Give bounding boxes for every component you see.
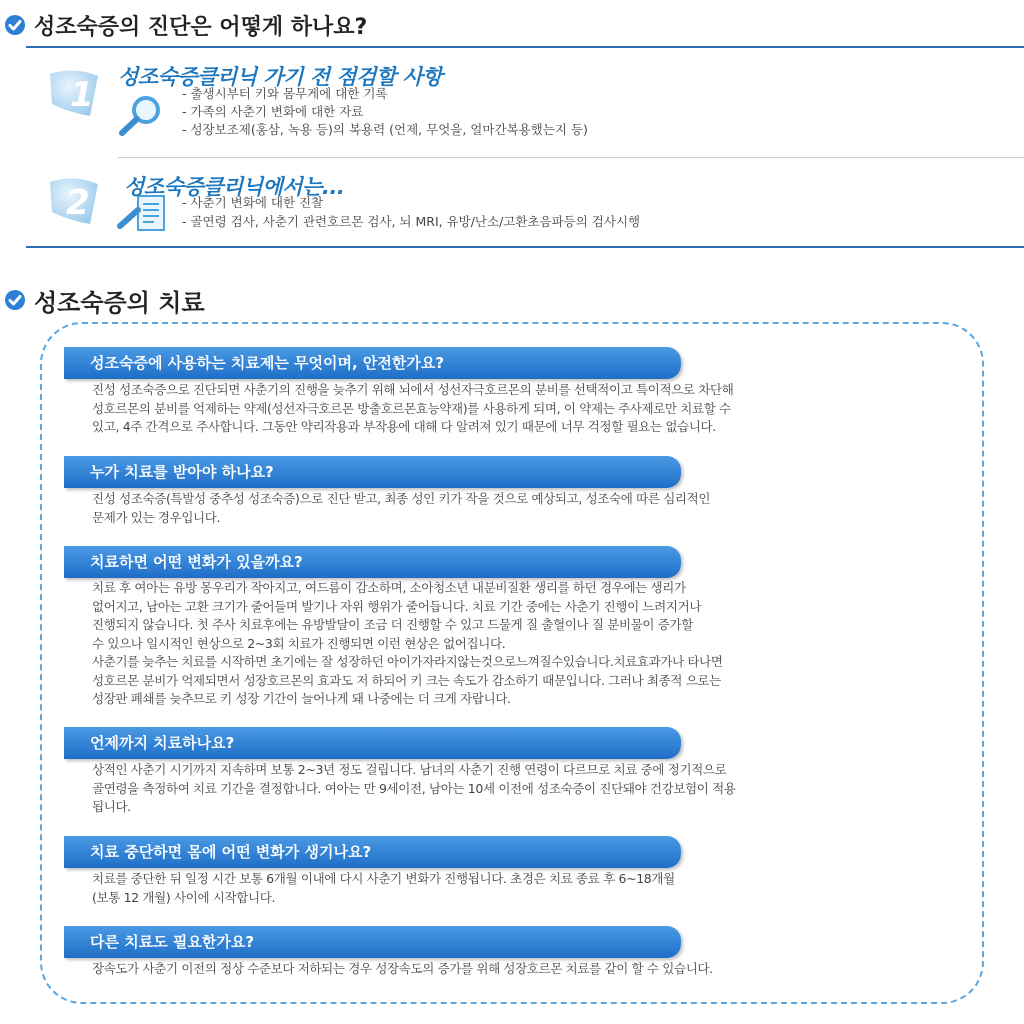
answer-text: 치료 후 여아는 유방 몽우리가 작아지고, 여드름이 감소하며, 소아청소년 내분비질환 생리를 하던 경우에는 생리가 없어지고, 남아는 고환 크기가 줄어들며 발기나 자위 행위가 줄어듭니다. 치료 기간 중에는 사춘기 진행이 느려지거나 진행되지 않습니다. 첫 주사 치료후에는 유방발달이 조금 더 진행할 수 있고 드물게 질 출혈이나 질 분비물이 증가할 수 있으나 일시적인 현상으로 2~3회 치료가 진행되면 이런 현상은 없어집니다. 사춘기를 늦추는 치료를 시작하면 초기에는 잘 성장하던 아이가자라지않는것으로느껴질수있습니다.치료효과가나 타나면 성호르몬 분비가 억제되면서 성장호르몬의 효과도 저 하되어 키 크는 속도가 감소하기 때문입니다. 그러나 최종적 으로는 성장판 폐쇄를 늦추므로 키 성장 기간이 늘어나게 돼 나중에는 더 크게 자랍니다.: [92, 580, 723, 706]
answer-text: 치료를 중단한 뒤 일정 시간 보통 6개월 이내에 다시 사춘기 변화가 진행됩니다. 초경은 치료 종료 후 6~18개월 (보통 12 개월) 사이에 시작합니다.: [92, 871, 675, 905]
step-divider: [118, 157, 1024, 158]
step-1-title: 성조숙증클리닉 가기 전 점검할 사항: [118, 65, 443, 89]
question-bar: 치료 중단하면 몸에 어떤 변화가 생기나요?: [64, 836, 681, 868]
number-badge-icon: [44, 170, 104, 230]
treatment-heading: 성조숙증의 치료: [34, 289, 205, 317]
magnifier-icon: [116, 94, 168, 138]
section-divider: [26, 246, 1024, 248]
step-2-line: - 사춘기 변화에 대한 진찰: [182, 195, 324, 210]
diagnosis-heading: 성조숙증의 진단은 어떻게 하나요?: [34, 15, 368, 40]
step-2-title: 성조숙증클리닉에서는...: [124, 175, 345, 199]
question-bar: 성조숙증에 사용하는 치료제는 무엇이며, 안전한가요?: [64, 347, 681, 379]
svg-text:1: 1: [70, 75, 94, 115]
heading-divider: [26, 46, 1024, 48]
answer-text: 장속도가 사춘기 이전의 정상 수준보다 저하되는 경우 성장속도의 증가를 위해 성장호르몬 치료를 같이 할 수 있습니다.: [92, 961, 713, 976]
step-2-line: - 골연령 검사, 사춘기 관련호르몬 검사, 뇌 MRI, 유방/난소/고환초음파등의 검사시행: [182, 214, 641, 229]
check-circle-icon: [4, 14, 26, 36]
question-bar: 언제까지 치료하나요?: [64, 727, 681, 759]
svg-text:2: 2: [66, 183, 90, 223]
number-badge-icon: [44, 62, 104, 122]
diagnosis-step-1: [0, 50, 1024, 160]
check-circle-icon: [4, 289, 26, 311]
answer-text: 진성 성조숙증(특발성 중추성 성조숙증)으로 진단 받고, 최종 성인 키가 작을 것으로 예상되고, 성조숙에 따른 심리적인 문제가 있는 경우입니다.: [92, 491, 711, 525]
question-bar: 다른 치료도 필요한가요?: [64, 926, 681, 958]
answer-text: 진성 성조숙증으로 진단되면 사춘기의 진행을 늦추기 위해 뇌에서 성선자극호르몬의 분비를 선택적이고 특이적으로 차단해 성호르몬의 분비를 억제하는 약제(성선자극호르몬 방출호르몬효능약재)를 사용하게 되며, 이 약제는 주사제로만 치료할 수 있고, 4주 간격으로 주사합니다. 그동안 약리작용과 부작용에 대해 다 알려져 있기 때문에 너무 걱정할 필요는 없습니다.: [92, 382, 734, 434]
step-1-line: - 가족의 사춘기 변화에 대한 자료: [182, 104, 364, 119]
answer-text: 상적인 사춘기 시기까지 지속하며 보통 2~3년 정도 걸립니다. 남녀의 사춘기 진행 연령이 다르므로 치료 중에 정기적으로 골연령을 측정하여 치료 기간을 결정합니다. 여아는 만 9세이전, 남아는 10세 이전에 성조숙증이 진단돼야 건강보험이 적용 됩니다.: [92, 762, 736, 814]
question-bar: 누가 치료를 받아야 하나요?: [64, 456, 681, 488]
step-1-line: - 성장보조제(홍삼, 녹용 등)의 복용력 (언제, 무엇을, 얼마간복용했는지 등): [182, 122, 588, 137]
question-bar: 치료하면 어떤 변화가 있을까요?: [64, 546, 681, 578]
diagnosis-step-2: [0, 160, 1024, 250]
step-1-line: - 출생시부터 키와 몸무게에 대한 기록: [182, 86, 388, 101]
